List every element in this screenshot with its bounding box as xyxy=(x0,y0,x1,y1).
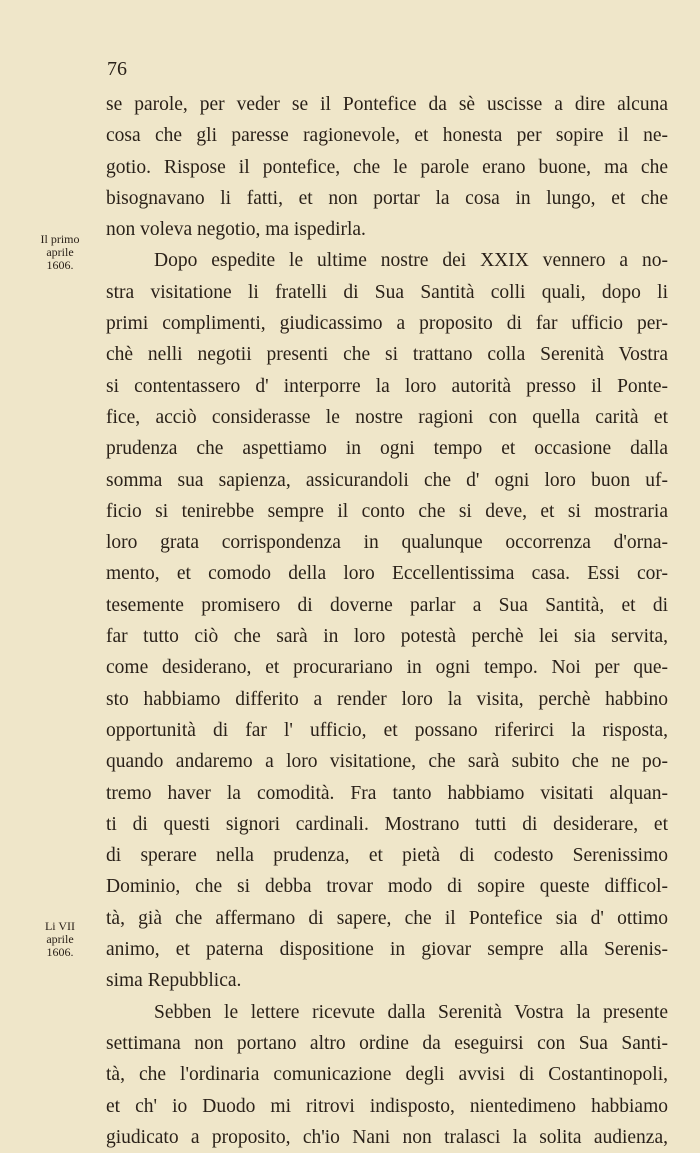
margin-note-line: 1606. xyxy=(46,945,74,959)
text-line: Dopo espedite le ultime nostre dei XXIX vennero a no- xyxy=(154,250,668,272)
text-line: tesemente promisero di doverne parlar a Sua Santità, et di xyxy=(106,594,668,616)
text-line: tà, già che affermano di sapere, che il Pontefice sia d' ottimo xyxy=(106,907,668,929)
text-line: Dominio, che si debba trovar modo di sopire queste difficol- xyxy=(106,876,668,898)
text-line: far tutto ciò che sarà in loro potestà perchè lei sia servita, xyxy=(106,626,668,648)
margin-note-line: aprile xyxy=(46,245,74,259)
text-line: si contentassero d' interporre la loro autorità presso il Ponte- xyxy=(106,375,668,397)
margin-note-line: 1606. xyxy=(46,258,74,272)
margin-note-line: Il primo xyxy=(40,232,80,246)
text-line: di sperare nella prudenza, et pietà di codesto Serenissimo xyxy=(106,845,668,867)
text-line: come desiderano, et procurariano in ogni tempo. Noi per que- xyxy=(106,657,668,679)
body-text xyxy=(106,89,668,1153)
text-line: opportunità di far l' ufficio, et possano riferirci la risposta, xyxy=(106,719,668,741)
page-number: 76 xyxy=(107,58,127,80)
text-line: quando andaremo a loro visitatione, che sarà subito che ne po- xyxy=(106,751,668,773)
text-line: et ch' io Duodo mi ritrovi indisposto, nientedimeno habbiamo xyxy=(106,1095,668,1117)
text-line: Sebben le lettere ricevute dalla Serenità Vostra la presente xyxy=(154,1001,668,1023)
text-line: sto habbiamo differito a render loro la visita, perchè habbino xyxy=(106,688,668,710)
text-line: somma sua sapienza, assicurandoli che d' ogni loro buon uf- xyxy=(106,469,668,491)
text-line: tà, che l'ordinaria comunicazione degli avvisi di Costantinopoli, xyxy=(106,1064,668,1086)
text-line: mento, et comodo della loro Eccellentissima casa. Essi cor- xyxy=(106,563,668,585)
text-line: fice, acciò considerasse le nostre ragioni con quella carità et xyxy=(106,406,668,428)
margin-note-first-april xyxy=(20,233,100,272)
text-line: tremo haver la comodità. Fra tanto habbiamo visitati alquan- xyxy=(106,782,668,804)
text-line: prudenza che aspettiamo in ogni tempo et occasione dalla xyxy=(106,438,668,460)
text-line: chè nelli negotii presenti che si trattano colla Serenità Vostra xyxy=(106,344,668,366)
text-line: bisognavano li fatti, et non portar la cosa in lungo, et che xyxy=(106,187,668,209)
margin-note-line: Li VII xyxy=(44,919,76,933)
text-line: ti di questi signori cardinali. Mostrano tutti di desiderare, et xyxy=(106,813,668,835)
text-line: gotio. Rispose il pontefice, che le parole erano buone, ma che xyxy=(106,156,668,178)
text-line: animo, et paterna dispositione in giovar sempre alla Serenis- xyxy=(106,939,668,961)
text-line: loro grata corrispondenza in qualunque occorrenza d'orna- xyxy=(106,532,668,554)
text-line: giudicato a proposito, ch'io Nani non tralasci la solita audienza, xyxy=(106,1126,668,1148)
text-line: non voleva negotio, ma ispedirla. xyxy=(106,219,366,241)
text-line: se parole, per veder se il Pontefice da sè uscisse a dire alcuna xyxy=(106,94,668,115)
margin-note-line: aprile xyxy=(46,932,74,946)
text-line: settimana non portano altro ordine da eseguirsi con Sua Santi- xyxy=(106,1032,668,1054)
text-line: ficio si tenirebbe sempre il conto che si deve, et si mostraria xyxy=(106,500,668,522)
text-line: sima Repubblica. xyxy=(106,970,242,992)
text-line: primi complimenti, giudicassimo a proposito di far ufficio per- xyxy=(106,313,668,335)
margin-note-seventh-april xyxy=(20,920,100,959)
text-line: stra visitatione li fratelli di Sua Santità colli quali, dopo li xyxy=(106,281,668,303)
text-line: cosa che gli paresse ragionevole, et honesta per sopire il ne- xyxy=(106,125,668,147)
